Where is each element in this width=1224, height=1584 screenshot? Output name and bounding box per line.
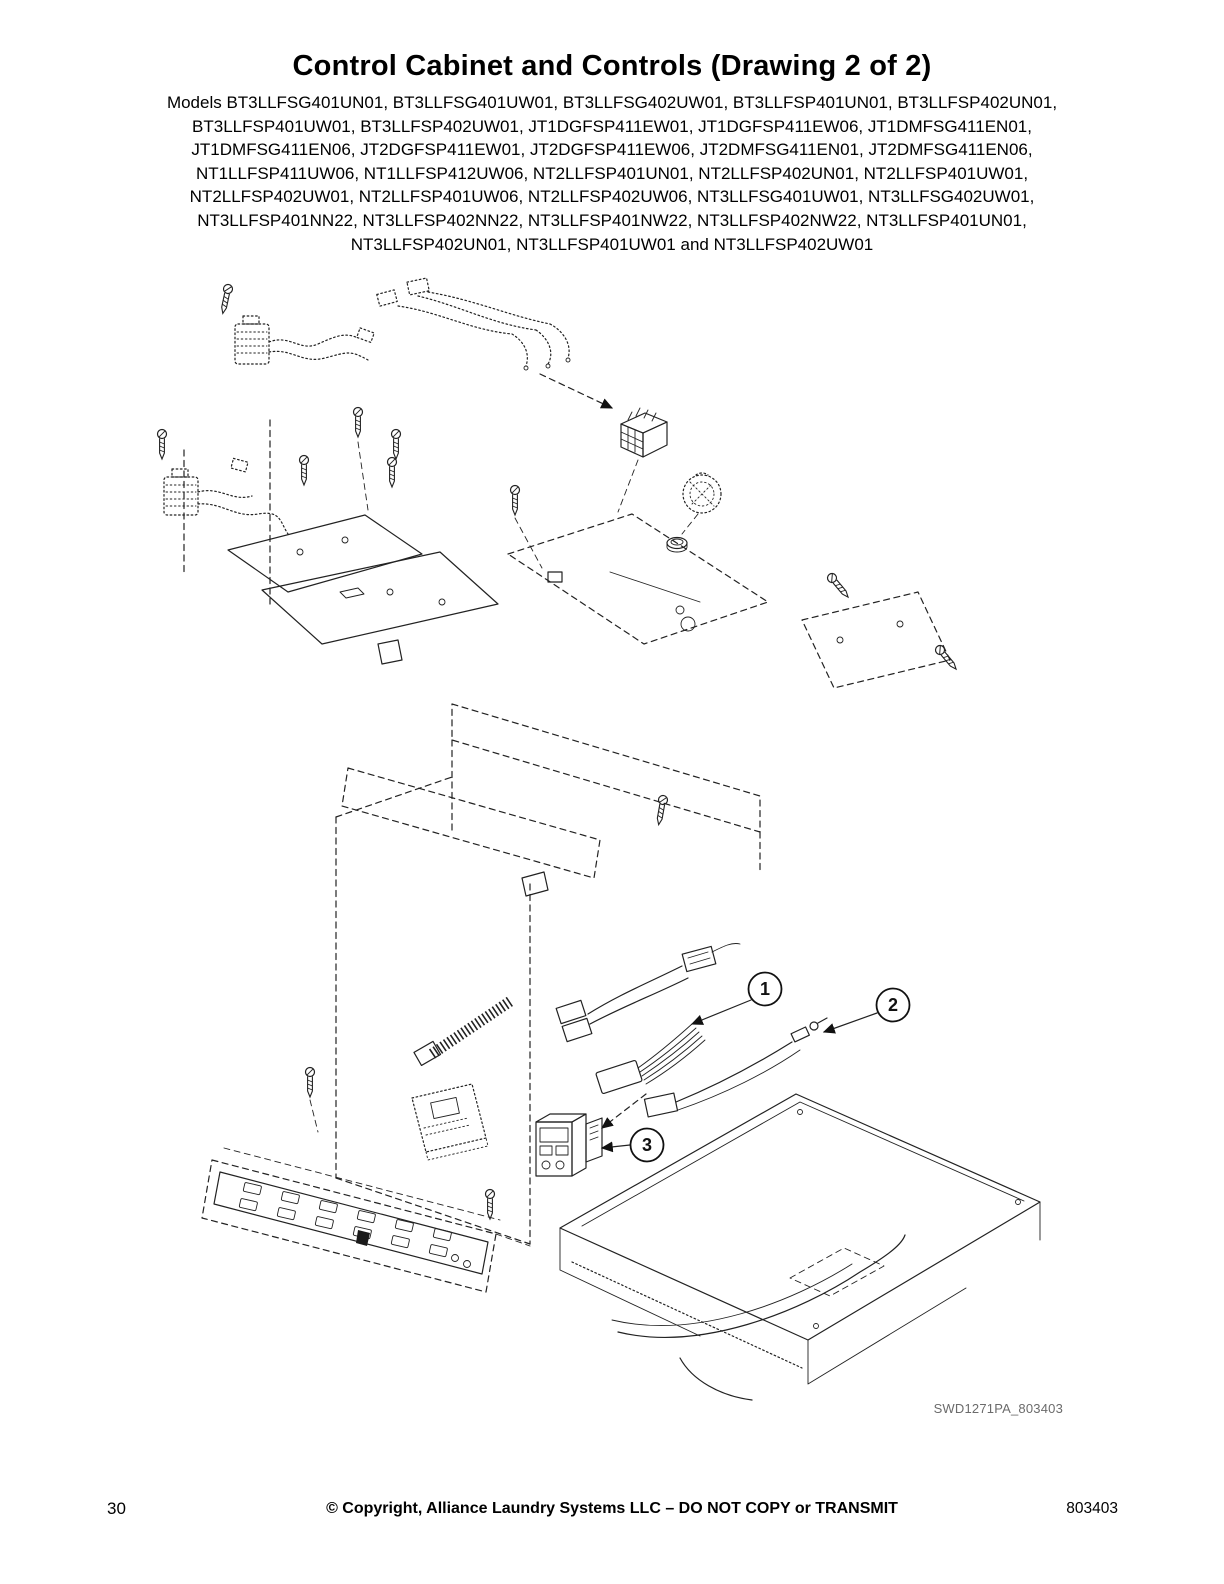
copyright-text: © Copyright, Alliance Laundry Systems LLC – DO NOT COPY or TRANSMIT [326, 1500, 898, 1517]
callout-2-label: 2 [887, 995, 899, 1015]
models-line: NT3LLFSP402UN01, NT3LLFSP401UW01 and NT3LLFSP402UW01 [350, 234, 874, 254]
callout-3-label: 3 [641, 1135, 653, 1155]
wire-bundle-item-1 [596, 1024, 705, 1094]
drawing-code: SWD1271PA_803403 [933, 1401, 1063, 1416]
doc-number: 803403 [1066, 1500, 1118, 1517]
wire-harness-lower [414, 943, 740, 1065]
solenoid-and-grommet [667, 473, 721, 552]
models-line: JT1DMFSG411EN06, JT2DGFSP411EW01, JT2DGFSP411EW06, JT2DMFSG411EN01, JT2DMFSG411EN06, [191, 140, 1033, 160]
callout-1 [692, 973, 782, 1025]
terminal-block [618, 408, 667, 512]
page-footer [0, 1498, 1224, 1524]
wire-harness-top-left [218, 284, 374, 364]
right-rear-panel [802, 572, 960, 688]
page-number: 30 [107, 1499, 126, 1518]
models-line: NT1LLFSP411UW06, NT1LLFSP412UW06, NT2LLFSP401UN01, NT2LLFSP402UN01, NT2LLFSP401UW01, [195, 163, 1029, 183]
models-line: BT3LLFSP401UW01, BT3LLFSP402UW01, JT1DGFSP411EW01, JT1DGFSP411EW06, JT1DMFSG411EN01, [192, 116, 1032, 136]
exploded-diagram [140, 272, 1100, 1442]
callout-3 [602, 1129, 664, 1162]
models-line: Models BT3LLFSG401UN01, BT3LLFSG401UW01, BT3LLFSG402UW01, BT3LLFSP401UN01, BT3LLFSP402UN01, [166, 93, 1058, 112]
page-title: Control Cabinet and Controls (Drawing 2 of 2) [292, 50, 932, 82]
wire-harness-top-center [377, 278, 612, 408]
models-list [0, 91, 1224, 256]
bracket-plate-assembly [184, 420, 498, 664]
mounting-screws [300, 408, 401, 511]
models-line: NT2LLFSP402UW01, NT2LLFSP401UW06, NT2LLFSP402UW06, NT3LLFSG401UW01, NT3LLFSG402UW01, [189, 187, 1035, 207]
exploded-view-svg [140, 272, 1100, 1442]
upper-mounting-panel [508, 486, 768, 645]
callout-1-label: 1 [759, 979, 771, 999]
wire-harness-left [158, 430, 289, 535]
callout-2 [824, 989, 910, 1033]
models-line: NT3LLFSP401NN22, NT3LLFSP402NN22, NT3LLFSP401NW22, NT3LLFSP402NW22, NT3LLFSP401UN01, [197, 210, 1027, 230]
cabinet-frame [306, 704, 761, 1244]
control-console [202, 1148, 530, 1292]
control-board [412, 1084, 488, 1160]
timer-control-item-3 [536, 1094, 646, 1176]
